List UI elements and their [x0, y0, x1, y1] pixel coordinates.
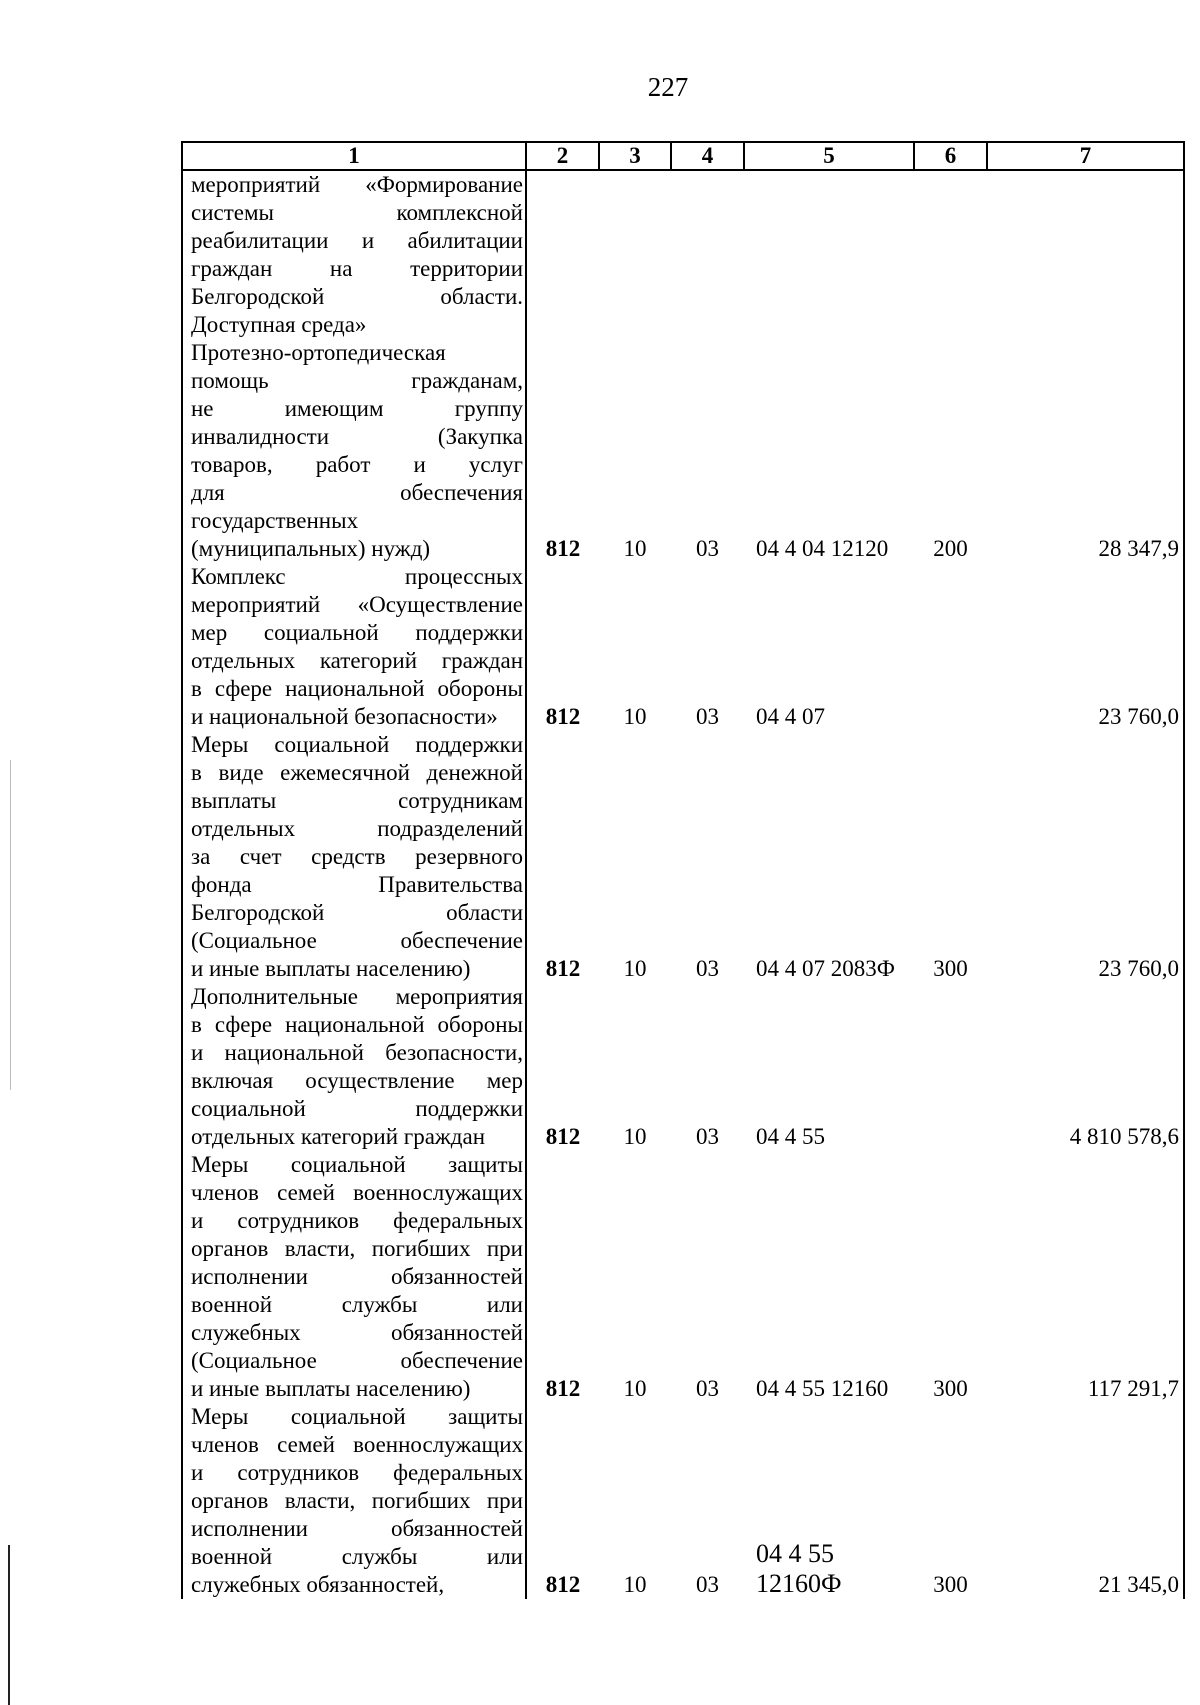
row-description	[182, 983, 526, 1151]
description-line: инвалидности (Закупка	[191, 424, 523, 449]
description-line: в виде ежемесячной денежной	[191, 760, 523, 785]
amount: 23 760,0	[987, 731, 1184, 983]
section-code	[599, 170, 671, 339]
header-row	[182, 142, 1184, 170]
column-header: 5	[744, 142, 914, 170]
target-article-code: 04 4 55 12160	[756, 1376, 889, 1401]
section-code: 10	[623, 956, 647, 981]
description-line: отдельных категорий граждан	[191, 1124, 486, 1149]
expense-type-code: 300	[933, 956, 968, 981]
description-line: фонда Правительства	[191, 872, 523, 897]
description-line: включая осуществление мер	[191, 1068, 523, 1093]
amount	[987, 170, 1184, 339]
description-line: отдельных категорий граждан	[191, 648, 523, 673]
description-line: не имеющим группу	[191, 396, 523, 421]
budget-table	[181, 141, 1185, 1599]
description-line: в сфере национальной обороны	[191, 1012, 523, 1037]
description-line: и национальной безопасности,	[191, 1040, 523, 1065]
expense-type-code	[914, 983, 987, 1151]
description-line: Протезно-ортопедическая	[191, 340, 446, 365]
description-line: за счет средств резервного	[191, 844, 523, 869]
table-row	[182, 1151, 1184, 1403]
column-header: 2	[526, 142, 599, 170]
description-line: социальной поддержки	[191, 1096, 523, 1121]
subsection-code: 03	[696, 956, 719, 981]
description-line: военной службы или	[191, 1292, 523, 1317]
target-article-code-line: 12160Ф	[756, 1569, 842, 1598]
target-article-code: 04 4 04 12120	[756, 536, 889, 561]
description-line: Белгородской области.	[191, 284, 523, 309]
description-line: Дополнительные мероприятия	[191, 984, 523, 1009]
description-line: органов власти, погибших при	[191, 1488, 523, 1513]
description-line: выплаты сотрудникам	[191, 788, 523, 813]
description-line: (Социальное обеспечение	[191, 1348, 523, 1373]
table-row	[182, 731, 1184, 983]
description-line: (Социальное обеспечение	[191, 928, 523, 953]
scan-margin-line	[10, 760, 11, 1090]
scan-margin-line	[8, 1545, 10, 1705]
ministry-code: 812	[545, 1124, 581, 1149]
table-row	[182, 983, 1184, 1151]
table-row	[182, 1403, 1184, 1599]
row-description	[182, 1403, 526, 1599]
description-line: исполнении обязанностей	[191, 1264, 523, 1289]
ministry-code	[526, 170, 599, 339]
row-description	[182, 1151, 526, 1403]
table-body	[182, 170, 1184, 1599]
target-article-code	[744, 1403, 914, 1599]
description-line: и сотрудников федеральных	[191, 1208, 523, 1233]
column-header: 7	[987, 142, 1184, 170]
column-header: 4	[671, 142, 744, 170]
description-line: Меры социальной поддержки	[191, 732, 523, 757]
description-line: военной службы или	[191, 1544, 523, 1569]
section-code: 10	[623, 1572, 647, 1597]
expense-type-code: 200	[933, 536, 968, 561]
description-line: и сотрудников федеральных	[191, 1460, 523, 1485]
description-line: помощь гражданам,	[191, 368, 523, 393]
table-row	[182, 170, 1184, 339]
ministry-code: 812	[545, 536, 581, 561]
description-line: мероприятий «Осуществление	[191, 592, 523, 617]
amount: 23 760,0	[987, 563, 1184, 731]
description-line: Белгородской области	[191, 900, 523, 925]
expense-type-code: 300	[933, 1572, 968, 1597]
description-line: реабилитации и абилитации	[191, 228, 523, 253]
subsection-code: 03	[696, 1572, 719, 1597]
section-code: 10	[623, 1376, 647, 1401]
description-line: (муниципальных) нужд)	[191, 536, 431, 561]
description-line: органов власти, погибших при	[191, 1236, 523, 1261]
target-article-code-line: 04 4 55	[756, 1539, 834, 1568]
description-line: исполнении обязанностей	[191, 1516, 523, 1541]
ministry-code: 812	[545, 1572, 581, 1597]
column-header: 3	[599, 142, 671, 170]
description-line: и иные выплаты населению)	[191, 956, 471, 981]
table-row	[182, 563, 1184, 731]
description-line: мер социальной поддержки	[191, 620, 523, 645]
description-line: Меры социальной защиты	[191, 1152, 523, 1177]
description-line: Комплекс процессных	[191, 564, 523, 589]
description-line: системы комплексной	[191, 200, 523, 225]
target-article-code: 04 4 07 2083Ф	[756, 956, 895, 981]
amount: 28 347,9	[987, 339, 1184, 563]
ministry-code: 812	[545, 704, 581, 729]
amount: 4 810 578,6	[987, 983, 1184, 1151]
ministry-code: 812	[545, 1376, 581, 1401]
description-line: товаров, работ и услуг	[191, 452, 523, 477]
column-header: 1	[182, 142, 526, 170]
column-header: 6	[914, 142, 987, 170]
row-description	[182, 339, 526, 563]
table-row	[182, 339, 1184, 563]
budget-table-frame	[181, 141, 1183, 1599]
subsection-code: 03	[696, 1124, 719, 1149]
description-line: и иные выплаты населению)	[191, 1376, 471, 1401]
subsection-code	[671, 170, 744, 339]
description-line: служебных обязанностей	[191, 1320, 523, 1345]
amount: 117 291,7	[987, 1151, 1184, 1403]
description-line: государственных	[191, 508, 359, 533]
description-line: в сфере национальной обороны	[191, 676, 523, 701]
description-line: мероприятий «Формирование	[191, 172, 523, 197]
row-description	[182, 563, 526, 731]
target-article-code: 04 4 55	[756, 1124, 825, 1149]
ministry-code: 812	[545, 956, 581, 981]
description-line: членов семей военнослужащих	[191, 1180, 523, 1205]
target-article-code	[744, 170, 914, 339]
amount: 21 345,0	[987, 1403, 1184, 1599]
expense-type-code	[914, 563, 987, 731]
description-line: Доступная среда»	[191, 312, 367, 337]
row-description	[182, 170, 526, 339]
description-line: служебных обязанностей,	[191, 1572, 445, 1597]
row-description	[182, 731, 526, 983]
subsection-code: 03	[696, 1376, 719, 1401]
description-line: для обеспечения	[191, 480, 523, 505]
subsection-code: 03	[696, 704, 719, 729]
description-line: Меры социальной защиты	[191, 1404, 523, 1429]
target-article-code: 04 4 07	[756, 704, 825, 729]
expense-type-code: 300	[933, 1376, 968, 1401]
description-line: членов семей военнослужащих	[191, 1432, 523, 1457]
description-line: граждан на территории	[191, 256, 523, 281]
expense-type-code	[914, 170, 987, 339]
description-line: и национальной безопасности»	[191, 704, 498, 729]
subsection-code: 03	[696, 536, 719, 561]
section-code: 10	[623, 536, 647, 561]
page-number: 227	[647, 72, 689, 102]
description-line: отдельных подразделений	[191, 816, 523, 841]
section-code: 10	[623, 704, 647, 729]
section-code: 10	[623, 1124, 647, 1149]
